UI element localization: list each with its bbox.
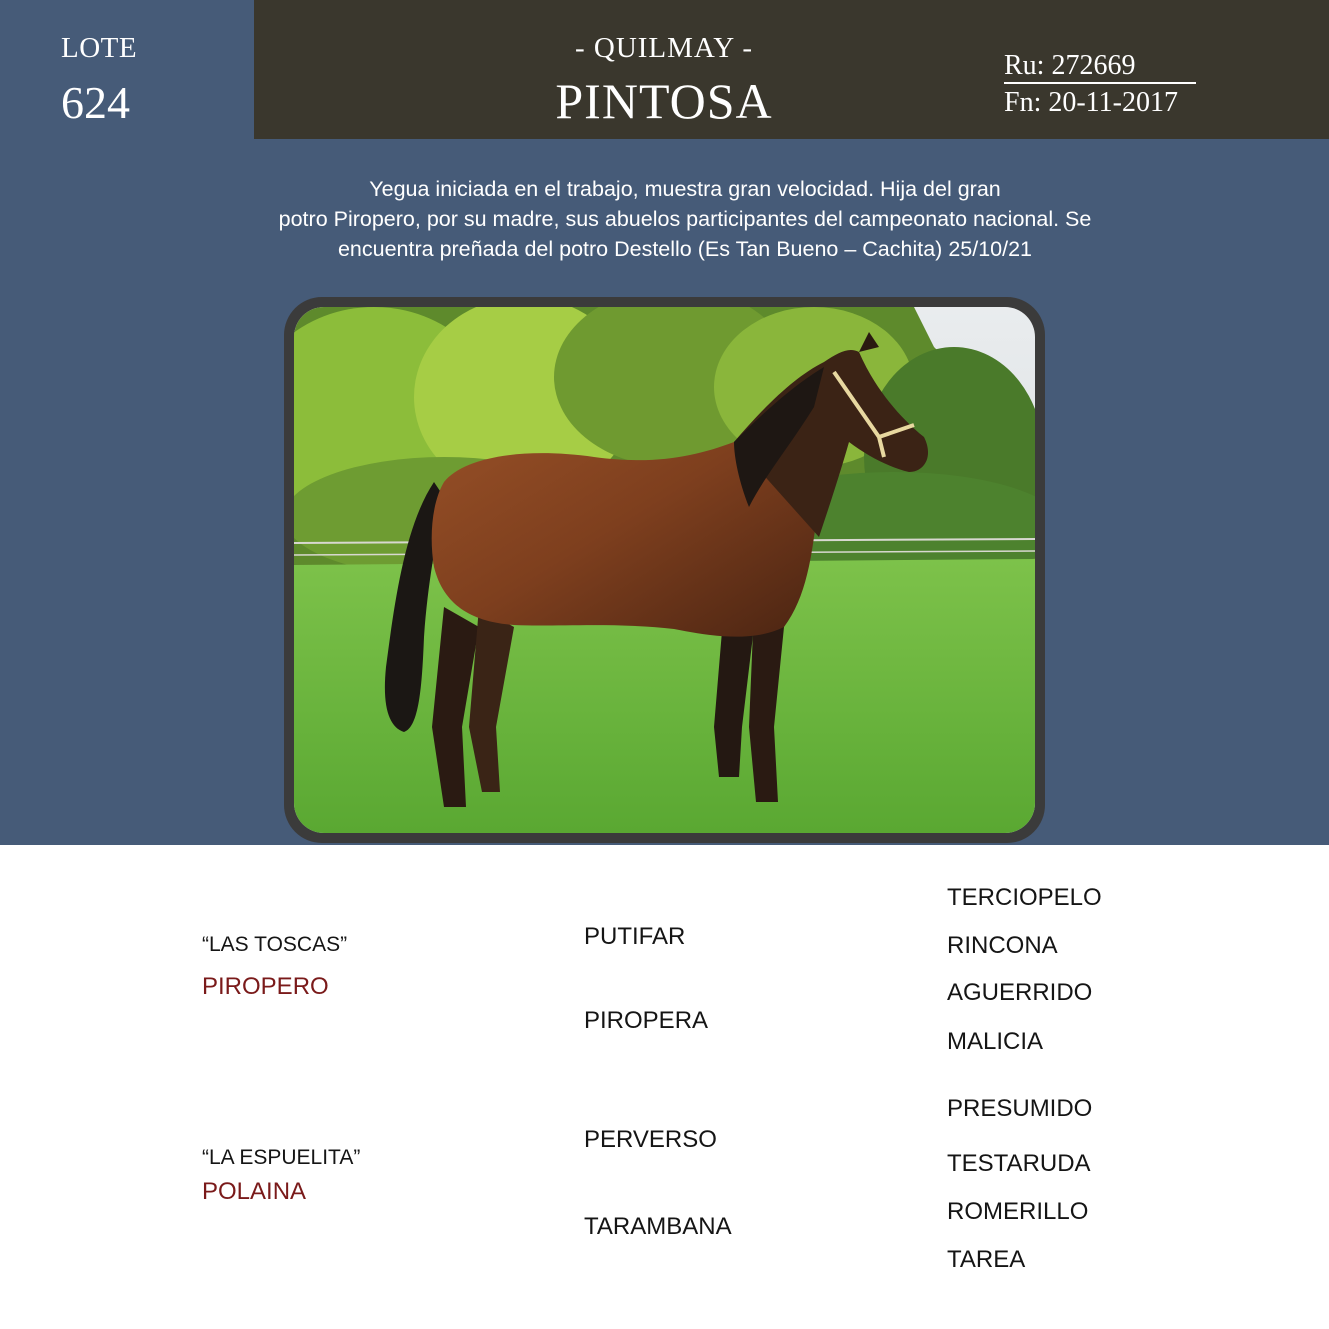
sire-sire-sire: TERCIOPELO [947,884,1102,911]
description-line: encuentra preñada del potro Destello (Es Tan Bueno – Cachita) 25/10/21 [337,237,1033,261]
dam-dam: TARAMBANA [584,1213,732,1240]
sire-breeder: “LAS TOSCAS” [202,933,348,956]
sire-dam: PIROPERA [584,1007,709,1034]
title-band [254,0,1329,139]
sire-sire-dam: RINCONA [947,932,1058,959]
horse-photo [294,307,1035,833]
dam-name: POLAINA [202,1178,307,1205]
horse-name: PINTOSA [555,73,773,129]
breeder-name: - QUILMAY - [574,32,753,64]
birth-date: Fn: 20-11-2017 [1004,87,1178,118]
lot-label: LOTE [61,32,138,64]
photo-frame [284,297,1045,843]
lot-number: 624 [61,77,130,128]
registration-number: Ru: 272669 [1004,50,1196,84]
dam-dam-sire: ROMERILLO [947,1198,1089,1225]
description [200,174,1170,264]
sire-dam-sire: AGUERRIDO [947,979,1093,1006]
pedigree-section [0,845,1329,1329]
description-line: potro Piropero, por su madre, sus abuelos participantes del campeonato nacional. Se [278,207,1092,231]
sire-sire: PUTIFAR [584,923,686,950]
sire-dam-dam: MALICIA [947,1028,1044,1055]
dam-sire-sire: PRESUMIDO [947,1095,1093,1122]
sire-name: PIROPERO [202,973,329,1000]
description-line: Yegua iniciada en el trabajo, muestra gran velocidad. Hija del gran [369,177,1001,201]
dam-dam-dam: TAREA [947,1246,1026,1273]
dam-sire-dam: TESTARUDA [947,1150,1091,1177]
dam-sire: PERVERSO [584,1126,717,1153]
dam-breeder: “LA ESPUELITA” [202,1146,361,1169]
